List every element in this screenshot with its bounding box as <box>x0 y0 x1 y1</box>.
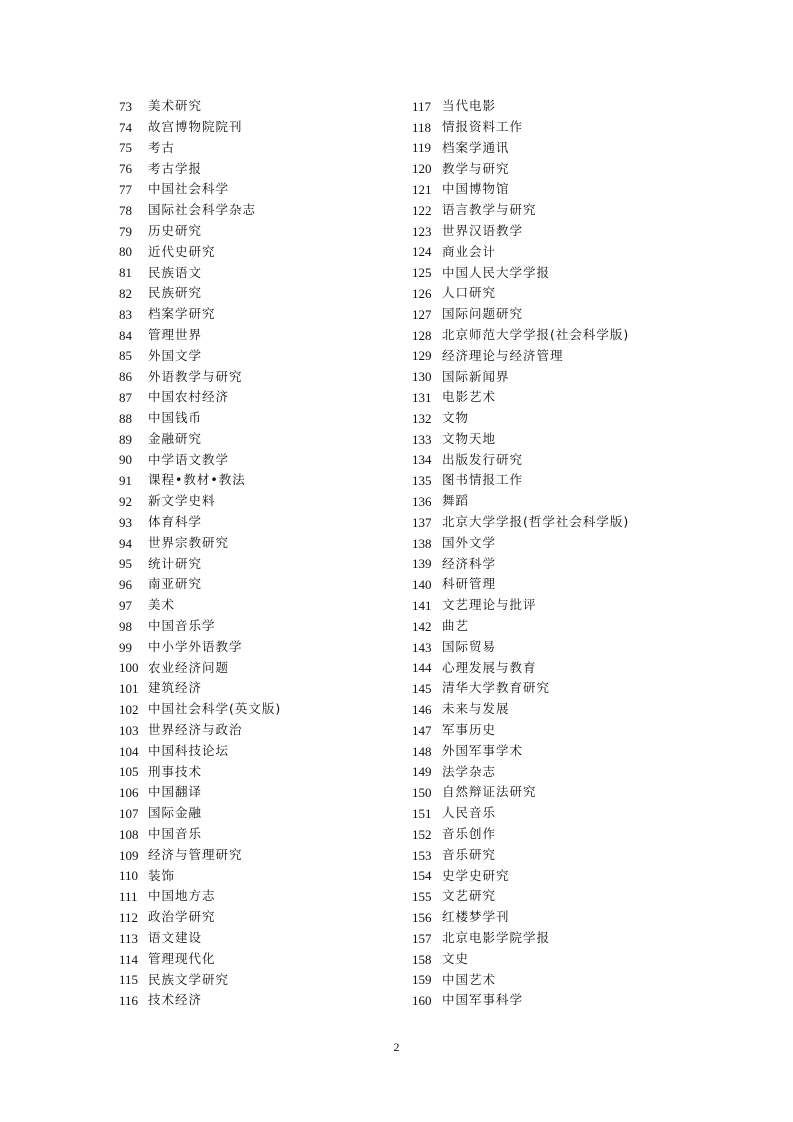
item-number: 127 <box>412 306 432 322</box>
journal-title: 教学与研究 <box>442 160 510 176</box>
journal-title: 国际金融 <box>148 805 203 821</box>
journal-title: 民族语文 <box>148 264 203 280</box>
item-number: 115 <box>119 972 139 988</box>
item-number: 95 <box>119 556 132 572</box>
list-item <box>412 574 629 595</box>
journal-title: 统计研究 <box>148 555 203 571</box>
item-number: 80 <box>119 244 132 260</box>
journal-title: 红楼梦学刊 <box>442 909 510 925</box>
list-item <box>119 366 281 387</box>
item-number: 109 <box>119 847 139 863</box>
list-item <box>412 554 629 575</box>
list-item <box>412 491 629 512</box>
item-number: 112 <box>119 909 139 925</box>
item-number: 77 <box>119 182 132 198</box>
list-item <box>412 886 629 907</box>
list-item <box>412 824 629 845</box>
journal-title: 国际社会科学杂志 <box>148 202 257 218</box>
journal-title: 政治学研究 <box>148 909 216 925</box>
list-item <box>412 699 629 720</box>
journal-title: 民族研究 <box>148 285 203 301</box>
journal-title: 国外文学 <box>442 534 497 550</box>
journal-title: 装饰 <box>148 867 176 883</box>
list-item <box>119 325 281 346</box>
item-number: 147 <box>412 722 432 738</box>
list-item <box>119 179 281 200</box>
journal-title: 历史研究 <box>148 222 203 238</box>
journal-title: 国际贸易 <box>442 638 497 654</box>
journal-title: 中国音乐 <box>148 826 203 842</box>
list-item <box>119 491 281 512</box>
item-number: 139 <box>412 556 432 572</box>
list-item <box>412 470 629 491</box>
list-item <box>412 325 629 346</box>
item-number: 133 <box>412 431 432 447</box>
item-number: 153 <box>412 847 432 863</box>
journal-title: 南亚研究 <box>148 576 203 592</box>
item-number: 160 <box>412 993 432 1009</box>
list-item <box>119 928 281 949</box>
list-item <box>119 346 281 367</box>
list-item <box>119 762 281 783</box>
journal-title: 故宫博物院院刊 <box>148 118 243 134</box>
list-item <box>119 408 281 429</box>
item-number: 123 <box>412 223 432 239</box>
list-item <box>119 304 281 325</box>
journal-title: 曲艺 <box>442 618 470 634</box>
journal-title: 音乐创作 <box>442 826 497 842</box>
list-item <box>119 533 281 554</box>
journal-title: 体育科学 <box>148 514 203 530</box>
journal-title: 金融研究 <box>148 430 203 446</box>
item-number: 124 <box>412 244 432 260</box>
item-number: 135 <box>412 473 432 489</box>
journal-title: 未来与发展 <box>442 701 510 717</box>
list-item <box>119 470 281 491</box>
list-item <box>412 366 629 387</box>
list-item <box>412 595 629 616</box>
item-number: 101 <box>119 681 139 697</box>
journal-title: 管理现代化 <box>148 950 216 966</box>
journal-title: 档案学研究 <box>148 306 216 322</box>
list-item <box>412 408 629 429</box>
journal-title: 音乐研究 <box>442 846 497 862</box>
list-item <box>412 720 629 741</box>
item-number: 81 <box>119 265 132 281</box>
list-item <box>412 782 629 803</box>
page-number: 2 <box>393 1040 400 1054</box>
journal-title: 管理世界 <box>148 326 203 342</box>
list-item <box>119 637 281 658</box>
list-item <box>119 387 281 408</box>
list-item <box>119 512 281 533</box>
list-item <box>412 928 629 949</box>
list-item <box>412 845 629 866</box>
journal-title: 美术研究 <box>148 98 203 114</box>
journal-title: 北京大学学报(哲学社会科学版) <box>442 514 630 530</box>
item-number: 152 <box>412 826 432 842</box>
journal-title: 新文学史料 <box>148 493 216 509</box>
journal-title: 电影艺术 <box>442 389 497 405</box>
list-item <box>119 96 281 117</box>
list-item <box>412 741 629 762</box>
list-item <box>119 242 281 263</box>
journal-title: 技术经济 <box>148 992 203 1008</box>
journal-title: 中国军事科学 <box>442 992 524 1008</box>
item-number: 158 <box>412 951 432 967</box>
journal-title: 国际问题研究 <box>442 306 524 322</box>
item-number: 138 <box>412 535 432 551</box>
item-number: 90 <box>119 452 132 468</box>
item-number: 157 <box>412 930 432 946</box>
item-number: 145 <box>412 681 432 697</box>
item-number: 120 <box>412 161 432 177</box>
right-column <box>412 96 629 1011</box>
item-number: 128 <box>412 327 432 343</box>
journal-title: 文艺理论与批评 <box>442 597 537 613</box>
item-number: 85 <box>119 348 132 364</box>
list-item <box>119 283 281 304</box>
item-number: 110 <box>119 868 139 884</box>
list-item <box>412 803 629 824</box>
list-item <box>412 616 629 637</box>
list-item <box>119 824 281 845</box>
list-item <box>412 138 629 159</box>
journal-title: 图书情报工作 <box>442 472 524 488</box>
item-number: 102 <box>119 702 139 717</box>
journal-title: 清华大学教育研究 <box>442 680 551 696</box>
list-item <box>119 949 281 970</box>
journal-title: 文艺研究 <box>442 888 497 904</box>
item-number: 117 <box>412 98 432 114</box>
journal-title: 法学杂志 <box>442 763 497 779</box>
journal-title: 中国音乐学 <box>148 618 216 634</box>
list-item <box>119 200 281 221</box>
item-number: 82 <box>119 286 132 302</box>
journal-title: 世界汉语教学 <box>442 222 524 238</box>
journal-title: 经济理论与经济管理 <box>442 347 564 363</box>
list-item <box>412 346 629 367</box>
item-number: 96 <box>119 577 132 593</box>
list-item <box>119 907 281 928</box>
item-number: 106 <box>119 785 139 801</box>
journal-title: 军事历史 <box>442 722 497 738</box>
list-item <box>119 262 281 283</box>
list-item <box>412 262 629 283</box>
item-number: 148 <box>412 743 432 759</box>
list-item <box>412 117 629 138</box>
item-number: 126 <box>412 286 432 302</box>
item-number: 143 <box>412 639 432 655</box>
journal-title: 心理发展与教育 <box>442 659 537 675</box>
item-number: 118 <box>412 119 432 135</box>
item-number: 100 <box>119 660 139 676</box>
item-number: 94 <box>119 535 132 551</box>
item-number: 116 <box>119 993 139 1009</box>
item-number: 132 <box>412 410 432 426</box>
journal-title: 出版发行研究 <box>442 451 524 467</box>
item-number: 119 <box>412 140 432 156</box>
journal-title: 中国人民大学学报 <box>442 264 551 280</box>
list-item <box>119 117 281 138</box>
journal-title: 文物 <box>442 410 470 426</box>
journal-title: 情报资料工作 <box>442 118 524 134</box>
list-item <box>412 865 629 886</box>
journal-title: 经济与管理研究 <box>148 846 243 862</box>
list-item <box>412 304 629 325</box>
journal-title: 语文建设 <box>148 930 203 946</box>
item-number: 134 <box>412 452 432 468</box>
journal-title: 中国地方志 <box>148 888 216 904</box>
item-number: 103 <box>119 722 139 738</box>
journal-title: 中国艺术 <box>442 971 497 987</box>
item-number: 122 <box>412 202 432 218</box>
item-number: 136 <box>412 494 432 510</box>
list-item <box>119 429 281 450</box>
journal-title: 建筑经济 <box>148 680 203 696</box>
journal-title: 北京师范大学学报(社会科学版) <box>442 326 630 342</box>
journal-title: 中国科技论坛 <box>148 742 230 758</box>
list-item <box>119 658 281 679</box>
list-item <box>412 678 629 699</box>
journal-title: 考古学报 <box>148 160 203 176</box>
journal-title: 美术 <box>148 597 176 613</box>
list-item <box>119 969 281 990</box>
journal-title: 北京电影学院学报 <box>442 930 551 946</box>
list-item <box>119 865 281 886</box>
list-item <box>119 886 281 907</box>
list-item <box>412 533 629 554</box>
item-number: 88 <box>119 410 132 426</box>
journal-title: 世界经济与政治 <box>148 722 243 738</box>
journal-title: 民族文学研究 <box>148 971 230 987</box>
journal-title: 刑事技术 <box>148 763 203 779</box>
item-number: 151 <box>412 805 432 821</box>
journal-title: 中国翻译 <box>148 784 203 800</box>
item-number: 113 <box>119 930 139 946</box>
item-number: 129 <box>412 348 432 364</box>
item-number: 141 <box>412 598 432 614</box>
journal-title: 考古 <box>148 139 176 155</box>
list-item <box>412 450 629 471</box>
item-number: 75 <box>119 140 132 156</box>
item-number: 73 <box>119 98 132 114</box>
journal-title: 国际新闻界 <box>442 368 510 384</box>
journal-title: 史学史研究 <box>442 867 510 883</box>
item-number: 74 <box>119 119 132 135</box>
journal-title: 中小学外语教学 <box>148 638 243 654</box>
journal-title: 中国社会科学 <box>148 181 230 197</box>
list-item <box>119 450 281 471</box>
journal-title: 世界宗教研究 <box>148 534 230 550</box>
journal-title: 舞蹈 <box>442 493 470 509</box>
item-number: 121 <box>412 182 432 198</box>
item-number: 78 <box>119 202 132 218</box>
list-item <box>412 969 629 990</box>
item-number: 107 <box>119 805 139 821</box>
journal-title: 语言教学与研究 <box>442 202 537 218</box>
journal-title: 中学语文教学 <box>148 451 230 467</box>
item-number: 144 <box>412 660 432 676</box>
item-number: 76 <box>119 161 132 177</box>
item-number: 83 <box>119 306 132 322</box>
list-item <box>412 512 629 533</box>
item-number: 142 <box>412 618 432 634</box>
list-item <box>119 990 281 1011</box>
item-number: 137 <box>412 514 432 530</box>
journal-title: 当代电影 <box>442 98 497 114</box>
list-item <box>119 741 281 762</box>
journal-title: 文史 <box>442 950 470 966</box>
list-item <box>119 782 281 803</box>
item-number: 97 <box>119 598 132 614</box>
list-item <box>119 138 281 159</box>
list-item <box>412 637 629 658</box>
journal-title: 外国文学 <box>148 347 203 363</box>
list-item <box>412 158 629 179</box>
list-item <box>119 699 281 720</box>
list-item <box>119 574 281 595</box>
item-number: 91 <box>119 473 132 489</box>
journal-title: 近代史研究 <box>148 243 216 259</box>
item-number: 155 <box>412 889 432 905</box>
item-number: 159 <box>412 972 432 988</box>
journal-title: 中国博物馆 <box>442 181 510 197</box>
journal-title: 人民音乐 <box>442 805 497 821</box>
list-item <box>119 720 281 741</box>
journal-title: 课程•教材•教法 <box>148 472 246 488</box>
journal-title: 档案学通讯 <box>442 139 510 155</box>
list-item <box>412 242 629 263</box>
item-number: 131 <box>412 390 432 406</box>
item-number: 154 <box>412 868 432 884</box>
list-item <box>412 990 629 1011</box>
list-item <box>119 803 281 824</box>
list-item <box>412 179 629 200</box>
journal-title: 人口研究 <box>442 285 497 301</box>
journal-title: 中国社会科学(英文版) <box>148 701 282 717</box>
list-item <box>119 616 281 637</box>
list-item <box>119 845 281 866</box>
item-number: 93 <box>119 514 132 530</box>
item-number: 108 <box>119 826 139 842</box>
item-number: 105 <box>119 764 139 780</box>
list-item <box>412 96 629 117</box>
list-item <box>412 658 629 679</box>
item-number: 79 <box>119 223 132 239</box>
journal-title: 农业经济问题 <box>148 659 230 675</box>
list-item <box>412 283 629 304</box>
item-number: 146 <box>412 702 432 717</box>
journal-title: 外国军事学术 <box>442 742 524 758</box>
item-number: 111 <box>119 889 138 905</box>
list-item <box>412 387 629 408</box>
journal-title: 外语教学与研究 <box>148 368 243 384</box>
item-number: 156 <box>412 909 432 925</box>
item-number: 84 <box>119 327 132 343</box>
item-number: 130 <box>412 369 432 385</box>
journal-title: 商业会计 <box>442 243 497 259</box>
list-item <box>412 907 629 928</box>
item-number: 99 <box>119 639 132 655</box>
journal-title: 科研管理 <box>442 576 497 592</box>
item-number: 125 <box>412 265 432 281</box>
list-item <box>412 429 629 450</box>
item-number: 92 <box>119 494 132 510</box>
journal-title: 文物天地 <box>442 430 497 446</box>
journal-title: 中国钱币 <box>148 410 203 426</box>
list-item <box>412 762 629 783</box>
item-number: 98 <box>119 618 132 634</box>
item-number: 114 <box>119 951 139 967</box>
item-number: 104 <box>119 743 139 759</box>
item-number: 150 <box>412 785 432 801</box>
list-item <box>412 221 629 242</box>
list-item <box>119 221 281 242</box>
item-number: 149 <box>412 764 432 780</box>
list-item <box>412 949 629 970</box>
item-number: 86 <box>119 369 132 385</box>
list-item <box>119 595 281 616</box>
list-item <box>119 678 281 699</box>
item-number: 87 <box>119 390 132 406</box>
list-item <box>119 158 281 179</box>
left-column <box>119 96 281 1011</box>
journal-title: 中国农村经济 <box>148 389 230 405</box>
list-item <box>119 554 281 575</box>
journal-title: 自然辩证法研究 <box>442 784 537 800</box>
item-number: 89 <box>119 431 132 447</box>
journal-title: 经济科学 <box>442 555 497 571</box>
list-item <box>412 200 629 221</box>
item-number: 140 <box>412 577 432 593</box>
